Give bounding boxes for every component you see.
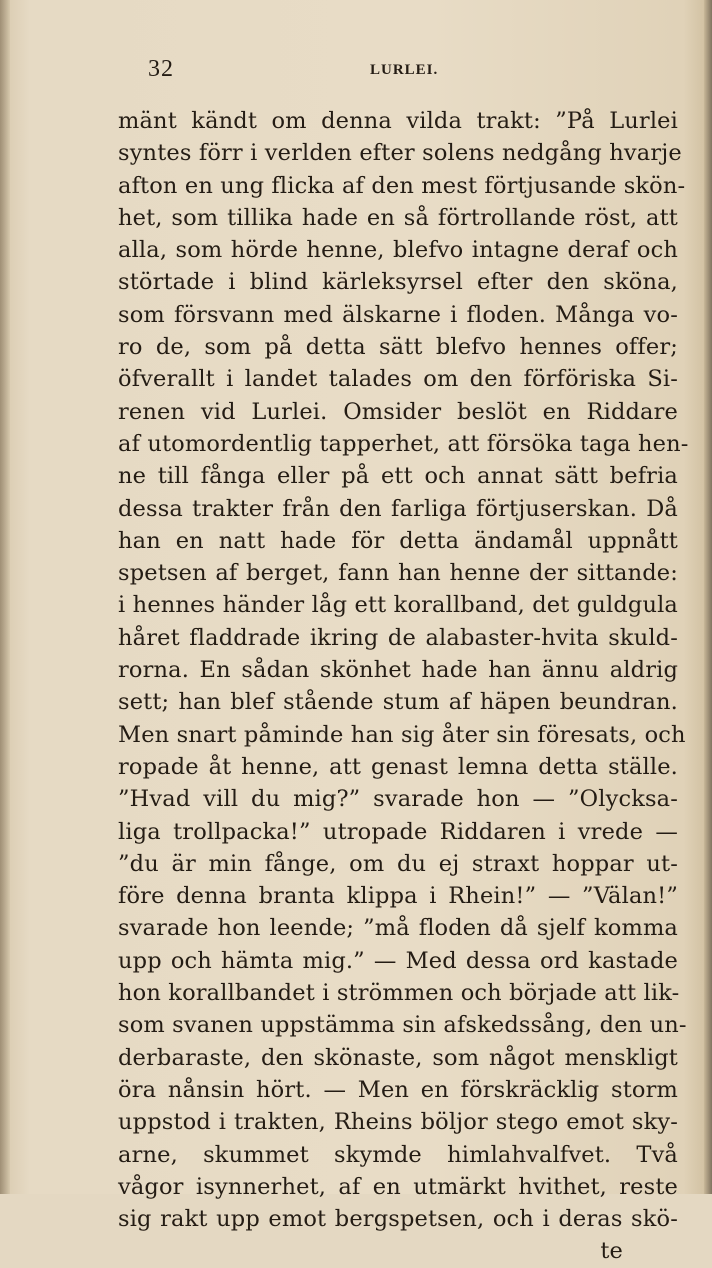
- text-line: öfverallt i landet talades om den förföriska Si-: [118, 366, 678, 393]
- page-gutter: [0, 0, 10, 1194]
- text-line: afton en ung flicka af den mest förtjusande skön-: [118, 172, 686, 199]
- text-line: svarade hon leende; ”må floden då sjelf komma: [118, 915, 678, 942]
- text-line: i hennes händer låg ett korallband, det guldgula: [118, 592, 678, 619]
- text-line: uppstod i trakten, Rheins böljor stego emot sky-: [118, 1109, 678, 1136]
- page-edge: [704, 0, 712, 1194]
- text-line: mänt kändt om denna vilda trakt: ”På Lurlei: [118, 108, 678, 134]
- text-line: arne, skummet skymde himlahvalfvet. Två: [118, 1141, 678, 1168]
- text-line: Men snart påminde han sig åter sin föresats, och: [118, 721, 686, 748]
- text-line: som försvann med älskarne i floden. Många vo-: [118, 301, 678, 328]
- text-line: ne till fånga eller på ett och annat sätt befria: [118, 463, 678, 490]
- text-line: som svanen uppstämma sin afskedssång, den un-: [118, 1012, 687, 1039]
- text-line: rorna. En sådan skönhet hade han ännu aldrig: [118, 657, 678, 684]
- page-header: [148, 56, 500, 88]
- text-line: renen vid Lurlei. Omsider beslöt en Riddare: [118, 398, 678, 425]
- running-head: LURLEI.: [370, 62, 439, 78]
- page-number: 32: [148, 56, 174, 82]
- text-line: störtade i blind kärleksyrsel efter den sköna,: [118, 269, 678, 296]
- text-line: af utomordentlig tapperhet, att försöka taga hen-: [118, 430, 689, 457]
- body-text: [118, 105, 689, 1268]
- text-line: ”du är min fånge, om du ej straxt hoppar ut-: [118, 850, 678, 877]
- text-line: hon korallbandet i strömmen och började att lik-: [118, 980, 680, 1007]
- text-line: håret fladdrade ikring de alabaster-hvita skuld-: [118, 624, 678, 651]
- text-line: han en natt hade för detta ändamål uppnått: [118, 527, 678, 554]
- text-line: sett; han blef stående stum af häpen beundran.: [118, 689, 678, 716]
- text-line: dessa trakter från den farliga förtjuserskan. Då: [118, 495, 678, 522]
- text-line: syntes förr i verlden efter solens nedgång hvarje: [118, 140, 682, 167]
- text-line: spetsen af berget, fann han henne der sittande:: [118, 560, 678, 587]
- text-line: derbaraste, den skönaste, som något menskligt: [118, 1044, 678, 1071]
- text-line: alla, som hörde henne, blefvo intagne deraf och: [118, 237, 678, 264]
- text-line: före denna branta klippa i Rhein!” — ”Välan!”: [118, 883, 678, 910]
- text-line: vågor isynnerhet, af en utmärkt hvithet, reste: [118, 1173, 678, 1200]
- text-line: öra nånsin hört. — Men en förskräcklig storm: [118, 1076, 678, 1103]
- text-line: het, som tillika hade en så förtrollande röst, att: [118, 204, 678, 231]
- text-line: ”Hvad vill du mig?” svarade hon — ”Olycksa-: [118, 786, 678, 813]
- text-line: ropade åt henne, att genast lemna detta ställe.: [118, 753, 678, 780]
- text-line: sig rakt upp emot bergspetsen, och i deras skö-: [118, 1206, 678, 1233]
- text-line: ro de, som på detta sätt blefvo hennes offer;: [118, 334, 678, 361]
- catchword: te: [600, 1238, 623, 1265]
- text-line: liga trollpacka!” utropade Riddaren i vrede —: [118, 818, 678, 845]
- text-line: upp och hämta mig.” — Med dessa ord kastade: [118, 947, 678, 974]
